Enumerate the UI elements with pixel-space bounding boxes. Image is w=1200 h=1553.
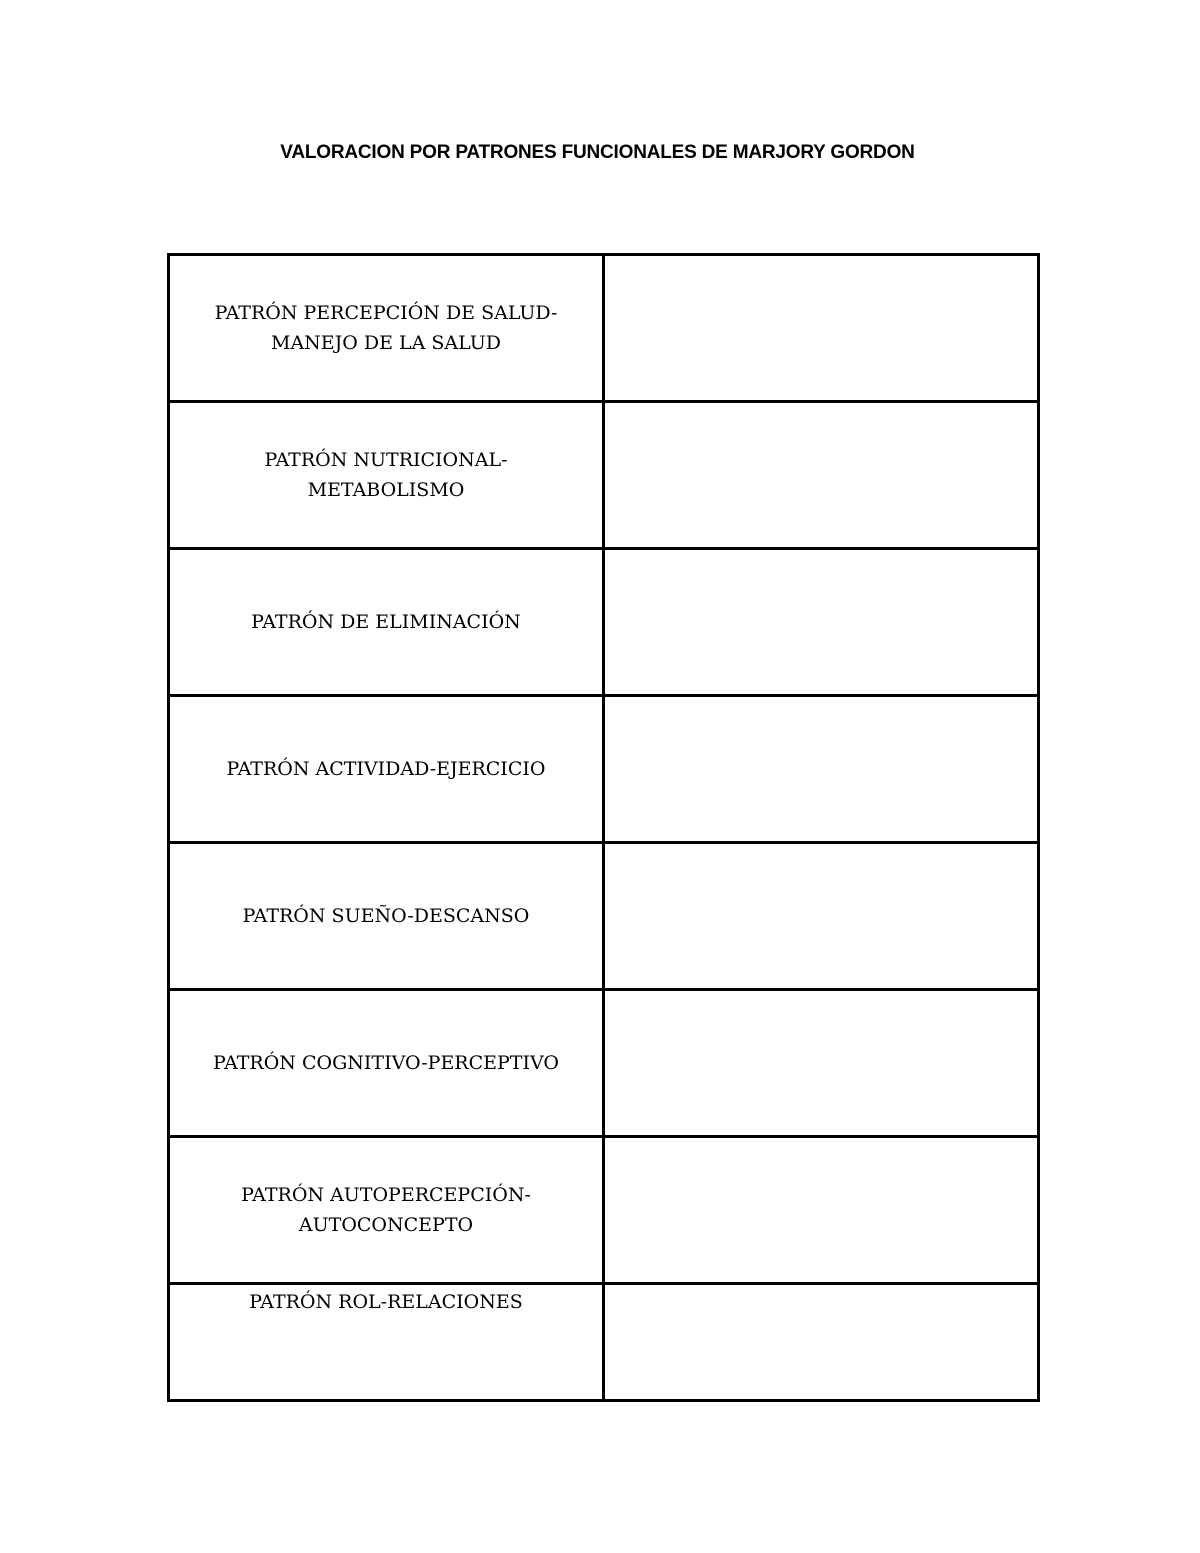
pattern-value-cell[interactable] — [604, 402, 1039, 549]
pattern-label: PATRÓN COGNITIVO-PERCEPTIVO — [213, 1052, 559, 1074]
pattern-value-cell[interactable] — [604, 255, 1039, 402]
pattern-label: PATRÓN AUTOPERCEPCIÓN- AUTOCONCEPTO — [241, 1184, 531, 1236]
table-row — [169, 1137, 1039, 1284]
pattern-label: PATRÓN DE ELIMINACIÓN — [251, 611, 521, 633]
table-row — [169, 843, 1039, 990]
table-row — [169, 402, 1039, 549]
pattern-label-cell — [169, 255, 604, 402]
pattern-label: PATRÓN ACTIVIDAD-EJERCICIO — [226, 758, 546, 780]
pattern-label-cell — [169, 402, 604, 549]
pattern-label-cell — [169, 696, 604, 843]
page-title: VALORACION POR PATRONES FUNCIONALES DE MARJORY GORDON — [280, 142, 915, 163]
functional-patterns-table — [167, 253, 1040, 1402]
table-row — [169, 990, 1039, 1137]
pattern-value-cell[interactable] — [604, 990, 1039, 1137]
pattern-label-cell — [169, 843, 604, 990]
pattern-value-cell[interactable] — [604, 1137, 1039, 1284]
table-row — [169, 549, 1039, 696]
pattern-label-cell — [169, 1284, 604, 1401]
pattern-value-cell[interactable] — [604, 549, 1039, 696]
pattern-label-cell — [169, 990, 604, 1137]
table-row — [169, 696, 1039, 843]
pattern-label: PATRÓN ROL-RELACIONES — [249, 1291, 523, 1313]
pattern-label-cell — [169, 549, 604, 696]
pattern-label: PATRÓN PERCEPCIÓN DE SALUD- MANEJO DE LA SALUD — [214, 302, 558, 354]
pattern-value-cell[interactable] — [604, 843, 1039, 990]
pattern-label: PATRÓN NUTRICIONAL- METABOLISMO — [264, 449, 508, 501]
pattern-value-cell[interactable] — [604, 1284, 1039, 1401]
pattern-value-cell[interactable] — [604, 696, 1039, 843]
table-row — [169, 255, 1039, 402]
pattern-label-cell — [169, 1137, 604, 1284]
table-row — [169, 1284, 1039, 1401]
pattern-label: PATRÓN SUEÑO-DESCANSO — [242, 905, 530, 927]
